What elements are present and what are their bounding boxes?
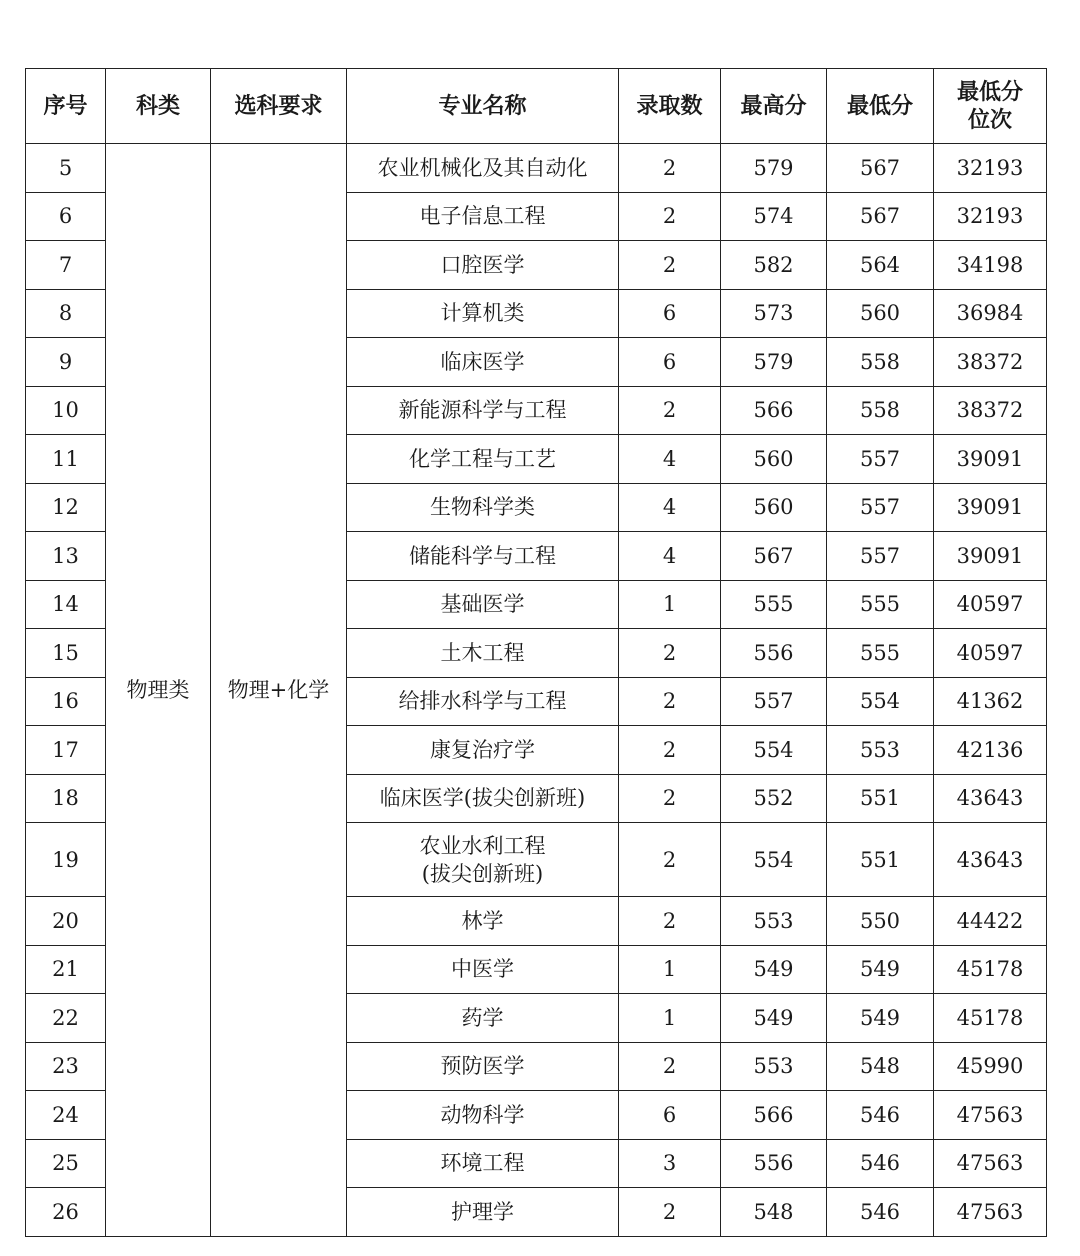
cell-min-score: 555	[827, 580, 934, 629]
cell-admitted-count: 2	[619, 241, 721, 290]
cell-admitted-count: 4	[619, 532, 721, 581]
cell-max-score: 552	[721, 774, 827, 823]
cell-max-score: 579	[721, 338, 827, 387]
cell-seq: 5	[26, 144, 106, 193]
cell-seq: 11	[26, 435, 106, 484]
cell-seq: 23	[26, 1042, 106, 1091]
cell-max-score: 548	[721, 1188, 827, 1237]
cell-min-score-rank: 32193	[934, 144, 1047, 193]
cell-min-score-rank: 45178	[934, 945, 1047, 994]
cell-min-score-rank: 45990	[934, 1042, 1047, 1091]
cell-seq: 18	[26, 774, 106, 823]
cell-major-name: 给排水科学与工程	[347, 677, 619, 726]
header-row	[26, 69, 1047, 144]
cell-admitted-count: 1	[619, 580, 721, 629]
cell-max-score: 553	[721, 897, 827, 946]
cell-min-score: 564	[827, 241, 934, 290]
cell-max-score: 557	[721, 677, 827, 726]
cell-max-score: 549	[721, 945, 827, 994]
header-subject-requirement: 选科要求	[211, 69, 347, 144]
cell-max-score: 567	[721, 532, 827, 581]
cell-seq: 8	[26, 289, 106, 338]
cell-max-score: 549	[721, 994, 827, 1043]
header-min-score-rank	[934, 69, 1047, 144]
cell-min-score-rank: 43643	[934, 774, 1047, 823]
cell-min-score: 557	[827, 435, 934, 484]
cell-min-score: 554	[827, 677, 934, 726]
cell-min-score: 567	[827, 144, 934, 193]
cell-seq: 7	[26, 241, 106, 290]
cell-min-score-rank: 38372	[934, 386, 1047, 435]
cell-major-name: 环境工程	[347, 1139, 619, 1188]
cell-min-score-rank: 42136	[934, 726, 1047, 775]
cell-min-score: 558	[827, 386, 934, 435]
cell-admitted-count: 2	[619, 897, 721, 946]
header-max-score: 最高分	[721, 69, 827, 144]
cell-min-score-rank: 47563	[934, 1139, 1047, 1188]
cell-min-score-rank: 43643	[934, 823, 1047, 897]
cell-min-score-rank: 40597	[934, 629, 1047, 678]
cell-min-score: 555	[827, 629, 934, 678]
cell-seq: 12	[26, 483, 106, 532]
cell-max-score: 560	[721, 483, 827, 532]
cell-seq: 15	[26, 629, 106, 678]
cell-min-score-rank: 39091	[934, 483, 1047, 532]
cell-major-name: 储能科学与工程	[347, 532, 619, 581]
cell-major-name: 中医学	[347, 945, 619, 994]
cell-max-score: 554	[721, 823, 827, 897]
header-major-name: 专业名称	[347, 69, 619, 144]
cell-max-score: 582	[721, 241, 827, 290]
cell-admitted-count: 6	[619, 289, 721, 338]
cell-min-score-rank: 44422	[934, 897, 1047, 946]
cell-min-score: 550	[827, 897, 934, 946]
cell-min-score-rank: 39091	[934, 435, 1047, 484]
cell-min-score-rank: 47563	[934, 1091, 1047, 1140]
header-min-score: 最低分	[827, 69, 934, 144]
cell-seq: 21	[26, 945, 106, 994]
cell-min-score-rank: 45178	[934, 994, 1047, 1043]
cell-seq: 22	[26, 994, 106, 1043]
cell-max-score: 556	[721, 1139, 827, 1188]
cell-max-score: 566	[721, 386, 827, 435]
cell-min-score: 546	[827, 1139, 934, 1188]
major-name-line1: 农业水利工程	[419, 833, 546, 858]
cell-max-score: 579	[721, 144, 827, 193]
cell-major-name: 农业机械化及其自动化	[347, 144, 619, 193]
cell-admitted-count: 2	[619, 774, 721, 823]
cell-major-name: 预防医学	[347, 1042, 619, 1091]
cell-subject-requirement: 物理+化学	[211, 144, 347, 1237]
cell-admitted-count: 2	[619, 677, 721, 726]
header-admitted-count: 录取数	[619, 69, 721, 144]
cell-seq: 14	[26, 580, 106, 629]
cell-admitted-count: 2	[619, 1042, 721, 1091]
cell-seq: 10	[26, 386, 106, 435]
cell-min-score: 567	[827, 192, 934, 241]
cell-max-score: 573	[721, 289, 827, 338]
cell-admitted-count: 4	[619, 435, 721, 484]
cell-min-score: 546	[827, 1091, 934, 1140]
cell-admitted-count: 2	[619, 1188, 721, 1237]
cell-max-score: 553	[721, 1042, 827, 1091]
cell-category: 物理类	[106, 144, 211, 1237]
cell-seq: 26	[26, 1188, 106, 1237]
cell-seq: 6	[26, 192, 106, 241]
cell-min-score-rank: 40597	[934, 580, 1047, 629]
cell-admitted-count: 6	[619, 1091, 721, 1140]
cell-major-name: 康复治疗学	[347, 726, 619, 775]
cell-seq: 17	[26, 726, 106, 775]
cell-min-score-rank: 36984	[934, 289, 1047, 338]
major-name-line2: (拔尖创新班)	[421, 861, 544, 886]
admission-scores-table	[25, 68, 1047, 1237]
header-min-score-rank-line2: 位次	[967, 107, 1012, 133]
cell-admitted-count: 2	[619, 823, 721, 897]
cell-admitted-count: 2	[619, 726, 721, 775]
cell-seq: 19	[26, 823, 106, 897]
cell-max-score: 554	[721, 726, 827, 775]
cell-major-name: 土木工程	[347, 629, 619, 678]
cell-max-score: 555	[721, 580, 827, 629]
cell-min-score-rank: 34198	[934, 241, 1047, 290]
cell-seq: 20	[26, 897, 106, 946]
cell-min-score: 549	[827, 945, 934, 994]
cell-admitted-count: 3	[619, 1139, 721, 1188]
cell-major-name: 口腔医学	[347, 241, 619, 290]
cell-major-name: 计算机类	[347, 289, 619, 338]
cell-admitted-count: 2	[619, 386, 721, 435]
header-seq: 序号	[26, 69, 106, 144]
cell-seq: 13	[26, 532, 106, 581]
header-category: 科类	[106, 69, 211, 144]
cell-min-score-rank: 39091	[934, 532, 1047, 581]
cell-max-score: 574	[721, 192, 827, 241]
cell-major-name: 临床医学	[347, 338, 619, 387]
cell-max-score: 566	[721, 1091, 827, 1140]
cell-admitted-count: 2	[619, 629, 721, 678]
cell-major-name	[347, 823, 619, 897]
cell-major-name: 林学	[347, 897, 619, 946]
cell-admitted-count: 2	[619, 192, 721, 241]
header-min-score-rank-line1: 最低分	[956, 79, 1023, 105]
cell-admitted-count: 2	[619, 144, 721, 193]
cell-admitted-count: 6	[619, 338, 721, 387]
cell-min-score-rank: 38372	[934, 338, 1047, 387]
cell-min-score-rank: 47563	[934, 1188, 1047, 1237]
cell-major-name: 药学	[347, 994, 619, 1043]
cell-seq: 9	[26, 338, 106, 387]
cell-min-score: 558	[827, 338, 934, 387]
cell-min-score: 548	[827, 1042, 934, 1091]
cell-min-score-rank: 41362	[934, 677, 1047, 726]
table-body	[26, 144, 1047, 1237]
cell-major-name: 动物科学	[347, 1091, 619, 1140]
cell-min-score: 557	[827, 483, 934, 532]
cell-min-score: 560	[827, 289, 934, 338]
cell-min-score: 551	[827, 774, 934, 823]
table-row	[26, 144, 1047, 193]
cell-admitted-count: 1	[619, 994, 721, 1043]
cell-min-score: 549	[827, 994, 934, 1043]
cell-seq: 24	[26, 1091, 106, 1140]
cell-max-score: 560	[721, 435, 827, 484]
cell-major-name: 化学工程与工艺	[347, 435, 619, 484]
cell-admitted-count: 1	[619, 945, 721, 994]
cell-major-name: 临床医学(拔尖创新班)	[347, 774, 619, 823]
cell-major-name: 电子信息工程	[347, 192, 619, 241]
cell-max-score: 556	[721, 629, 827, 678]
cell-major-name: 基础医学	[347, 580, 619, 629]
cell-major-name: 护理学	[347, 1188, 619, 1237]
cell-major-name: 新能源科学与工程	[347, 386, 619, 435]
cell-min-score: 551	[827, 823, 934, 897]
cell-seq: 25	[26, 1139, 106, 1188]
cell-min-score-rank: 32193	[934, 192, 1047, 241]
cell-min-score: 557	[827, 532, 934, 581]
cell-major-name: 生物科学类	[347, 483, 619, 532]
cell-min-score: 546	[827, 1188, 934, 1237]
cell-min-score: 553	[827, 726, 934, 775]
cell-seq: 16	[26, 677, 106, 726]
cell-admitted-count: 4	[619, 483, 721, 532]
